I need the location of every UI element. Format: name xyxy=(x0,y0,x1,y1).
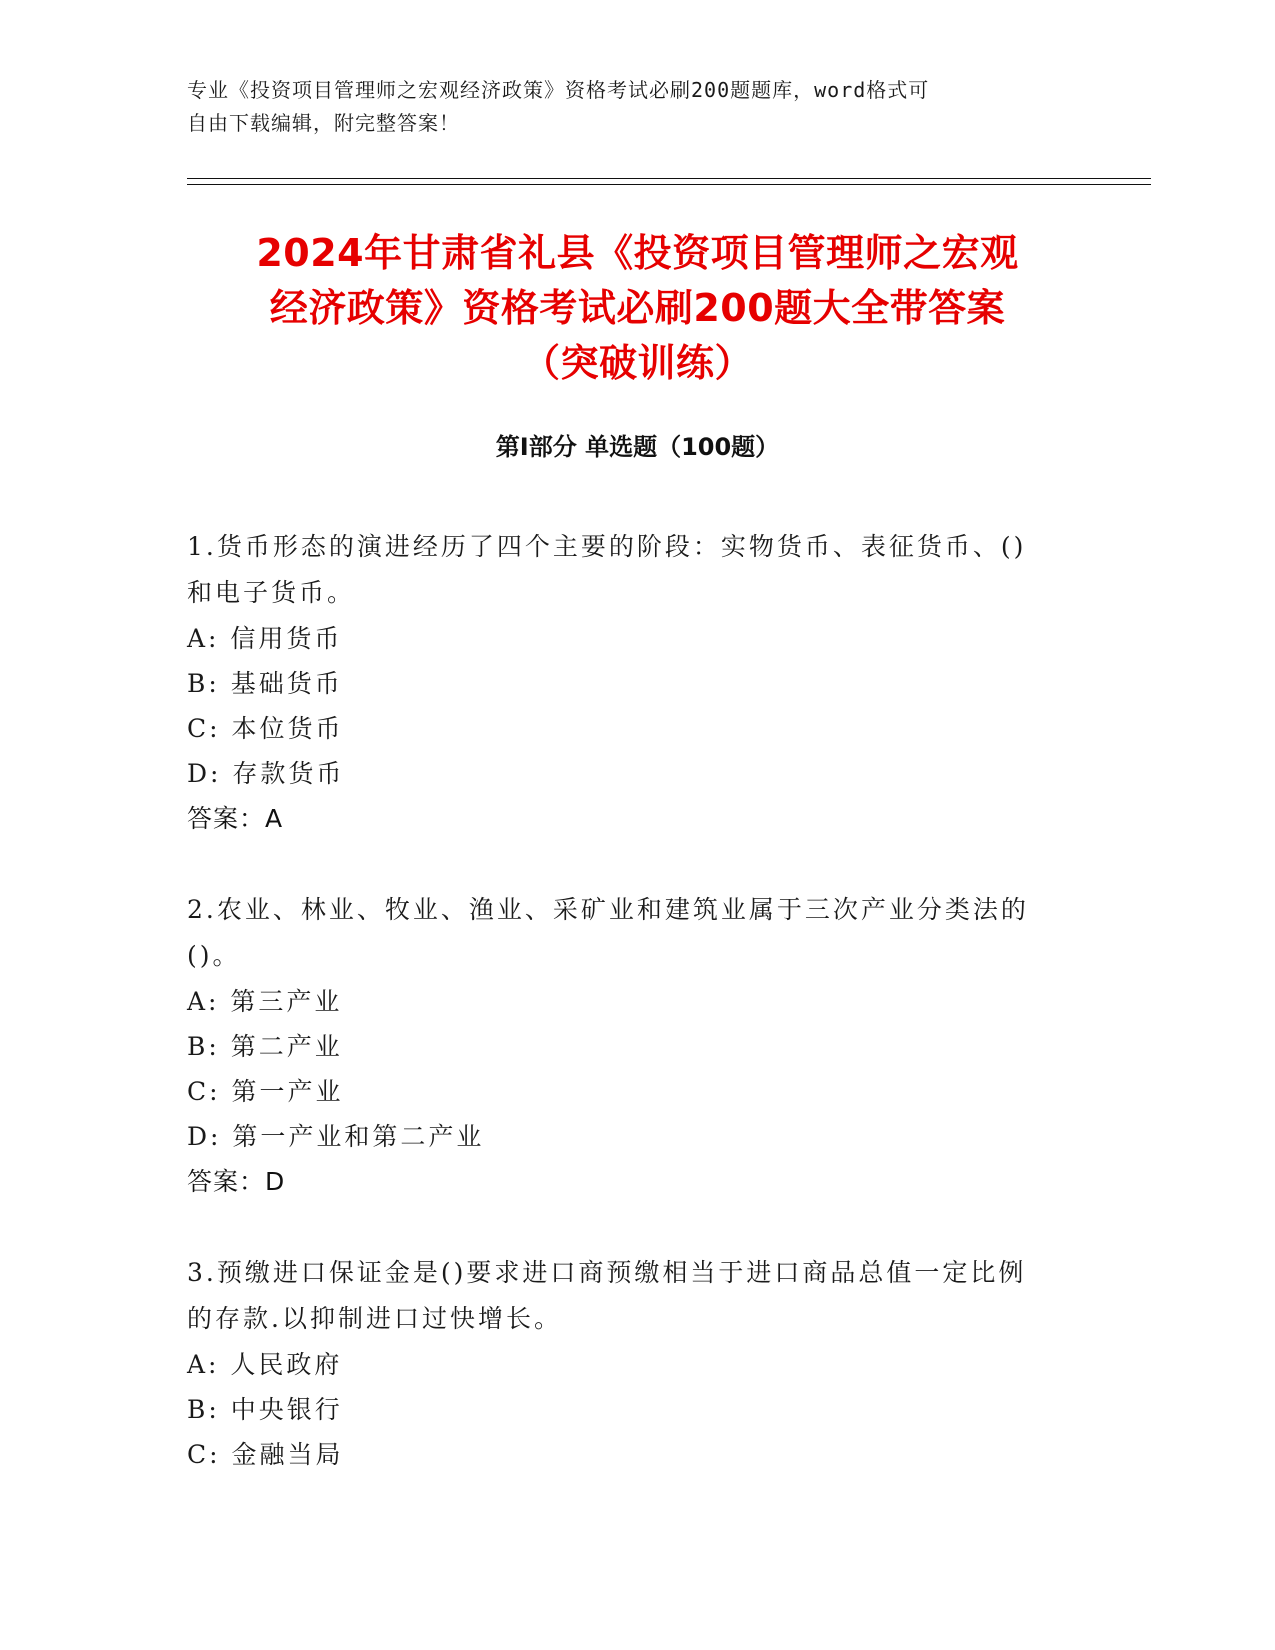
option-d: D: 第一产业和第二产业 xyxy=(187,1122,485,1151)
answer: 答案：A xyxy=(187,804,284,833)
header-divider-top xyxy=(187,178,1151,179)
header-note-line-1: 专业《投资项目管理师之宏观经济政策》资格考试必刷200题题库，word格式可 xyxy=(187,78,930,102)
header-note xyxy=(187,74,1087,140)
option-a: A: 人民政府 xyxy=(187,1350,343,1379)
document-title xyxy=(150,226,1125,391)
option-a: A: 第三产业 xyxy=(187,987,343,1016)
question-stem-line-1: 3.预缴进口保证金是()要求进口商预缴相当于进口商品总值一定比例 xyxy=(187,1258,1027,1287)
option-c: C: 第一产业 xyxy=(187,1077,344,1106)
document-title-line-1: 2024年甘肃省礼县《投资项目管理师之宏观 xyxy=(256,231,1019,275)
question-stem-line-2: ()。 xyxy=(187,941,241,970)
question-stem-line-2: 的存款.以抑制进口过快增长。 xyxy=(187,1304,562,1333)
section-heading: 第Ⅰ部分 单选题（100题） xyxy=(495,433,780,461)
header-note-line-2: 自由下载编辑，附完整答案！ xyxy=(187,111,460,135)
option-c: C: 本位货币 xyxy=(187,714,344,743)
question-stem-line-2: 和电子货币。 xyxy=(187,578,356,607)
question-3 xyxy=(187,1250,1067,1477)
question-stem-line-1: 1.货币形态的演进经历了四个主要的阶段：实物货币、表征货币、() xyxy=(187,532,1027,561)
option-b: B: 基础货币 xyxy=(187,669,343,698)
option-b: B: 第二产业 xyxy=(187,1032,343,1061)
header-divider-bottom xyxy=(187,184,1151,185)
option-c: C: 金融当局 xyxy=(187,1440,344,1469)
question-stem-line-1: 2.农业、林业、牧业、渔业、采矿业和建筑业属于三次产业分类法的 xyxy=(187,895,1029,924)
question-2 xyxy=(187,887,1067,1205)
document-title-line-3: （突破训练） xyxy=(521,341,753,385)
option-b: B: 中央银行 xyxy=(187,1395,343,1424)
option-a: A: 信用货币 xyxy=(187,624,343,653)
option-d: D: 存款货币 xyxy=(187,759,345,788)
question-1 xyxy=(187,524,1067,842)
document-title-line-2: 经济政策》资格考试必刷200题大全带答案 xyxy=(269,286,1006,330)
answer: 答案：D xyxy=(187,1167,286,1196)
